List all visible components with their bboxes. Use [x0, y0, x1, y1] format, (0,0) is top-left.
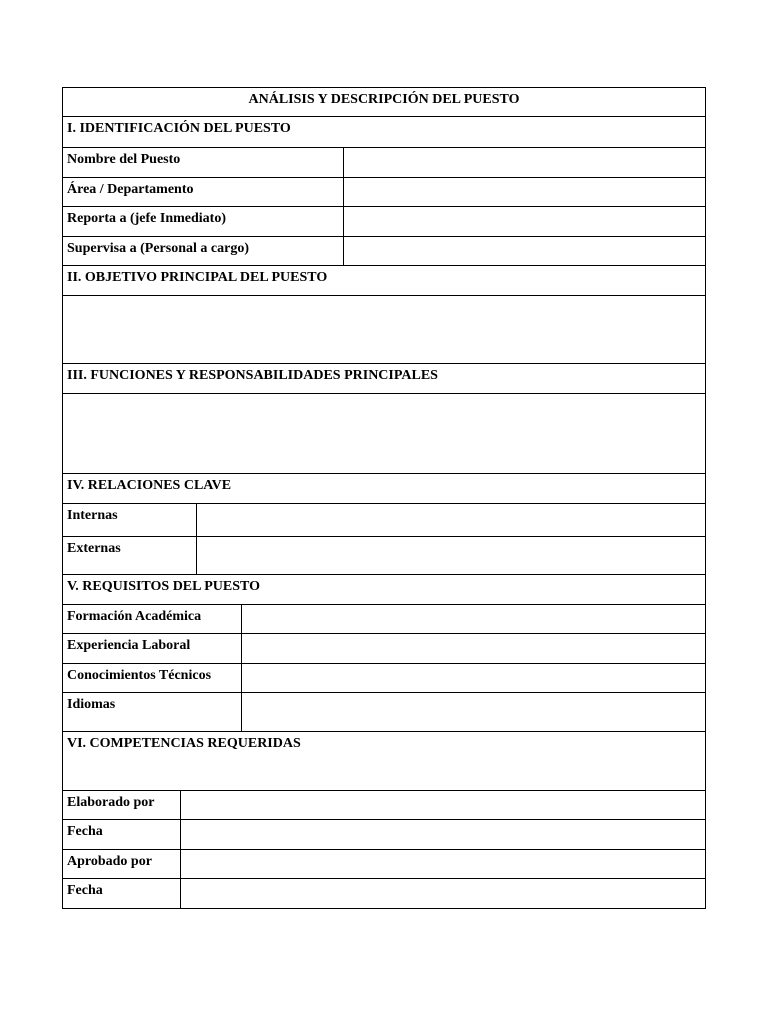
field-label-languages: Idiomas [67, 697, 116, 712]
field-input-reports-to[interactable] [343, 207, 705, 236]
field-label-approved-by: Aprobado por [67, 854, 152, 869]
field-row-languages [62, 693, 706, 732]
field-label-approved-date: Fecha [67, 883, 103, 898]
field-input-approved-by[interactable] [180, 850, 705, 878]
section-objective-heading: II. OBJETIVO PRINCIPAL DEL PUESTO [67, 270, 328, 285]
section-competencies [62, 732, 706, 791]
field-label-external: Externas [67, 541, 121, 556]
field-row-prepared-by [62, 791, 706, 820]
field-input-prepared-by[interactable] [180, 791, 705, 819]
field-row-internal [62, 504, 706, 537]
field-label-internal: Internas [67, 508, 118, 523]
field-label-area: Área / Departamento [67, 182, 194, 197]
job-description-form [62, 87, 706, 909]
field-label-reports-to: Reporta a (jefe Inmediato) [67, 211, 227, 226]
section-objective-header [62, 266, 706, 296]
field-input-experience[interactable] [241, 634, 705, 663]
section-objective-body [62, 296, 706, 364]
section-requirements-heading: V. REQUISITOS DEL PUESTO [67, 579, 260, 594]
section-relations-heading: IV. RELACIONES CLAVE [67, 478, 232, 493]
field-label-education: Formación Académica [67, 609, 202, 624]
field-input-languages[interactable] [241, 693, 705, 731]
form-title-row [62, 87, 706, 117]
field-input-area[interactable] [343, 178, 705, 206]
section-competencies-heading: VI. COMPETENCIAS REQUERIDAS [67, 736, 301, 751]
field-label-supervises: Supervisa a (Personal a cargo) [67, 241, 249, 256]
section-identification-heading: I. IDENTIFICACIÓN DEL PUESTO [67, 121, 291, 136]
field-row-supervises [62, 237, 706, 266]
field-input-internal[interactable] [196, 504, 705, 536]
field-label-prepared-date: Fecha [67, 824, 103, 839]
field-row-approved-by [62, 850, 706, 879]
field-input-job-name[interactable] [343, 148, 705, 177]
field-row-experience [62, 634, 706, 664]
section-functions-body [62, 394, 706, 474]
field-label-prepared-by: Elaborado por [67, 795, 155, 810]
field-input-prepared-date[interactable] [180, 820, 705, 849]
field-row-technical-knowledge [62, 664, 706, 693]
functions-content-area[interactable] [63, 394, 705, 473]
field-input-technical-knowledge[interactable] [241, 664, 705, 692]
section-identification-header [62, 117, 706, 148]
field-row-education [62, 605, 706, 634]
field-label-experience: Experiencia Laboral [67, 638, 191, 653]
field-input-external[interactable] [196, 537, 705, 574]
section-functions-header [62, 364, 706, 394]
field-row-job-name [62, 148, 706, 178]
section-functions-heading: III. FUNCIONES Y RESPONSABILIDADES PRINCIPALES [67, 368, 438, 383]
section-relations-header [62, 474, 706, 504]
field-label-technical-knowledge: Conocimientos Técnicos [67, 668, 212, 683]
field-row-reports-to [62, 207, 706, 237]
field-row-external [62, 537, 706, 575]
field-row-approved-date [62, 879, 706, 909]
field-label-job-name: Nombre del Puesto [67, 152, 181, 167]
field-input-supervises[interactable] [343, 237, 705, 265]
field-input-approved-date[interactable] [180, 879, 705, 908]
field-input-education[interactable] [241, 605, 705, 633]
field-row-prepared-date [62, 820, 706, 850]
field-row-area [62, 178, 706, 207]
objective-content-area[interactable] [63, 296, 705, 363]
form-title: ANÁLISIS Y DESCRIPCIÓN DEL PUESTO [248, 92, 520, 107]
section-requirements-header [62, 575, 706, 605]
